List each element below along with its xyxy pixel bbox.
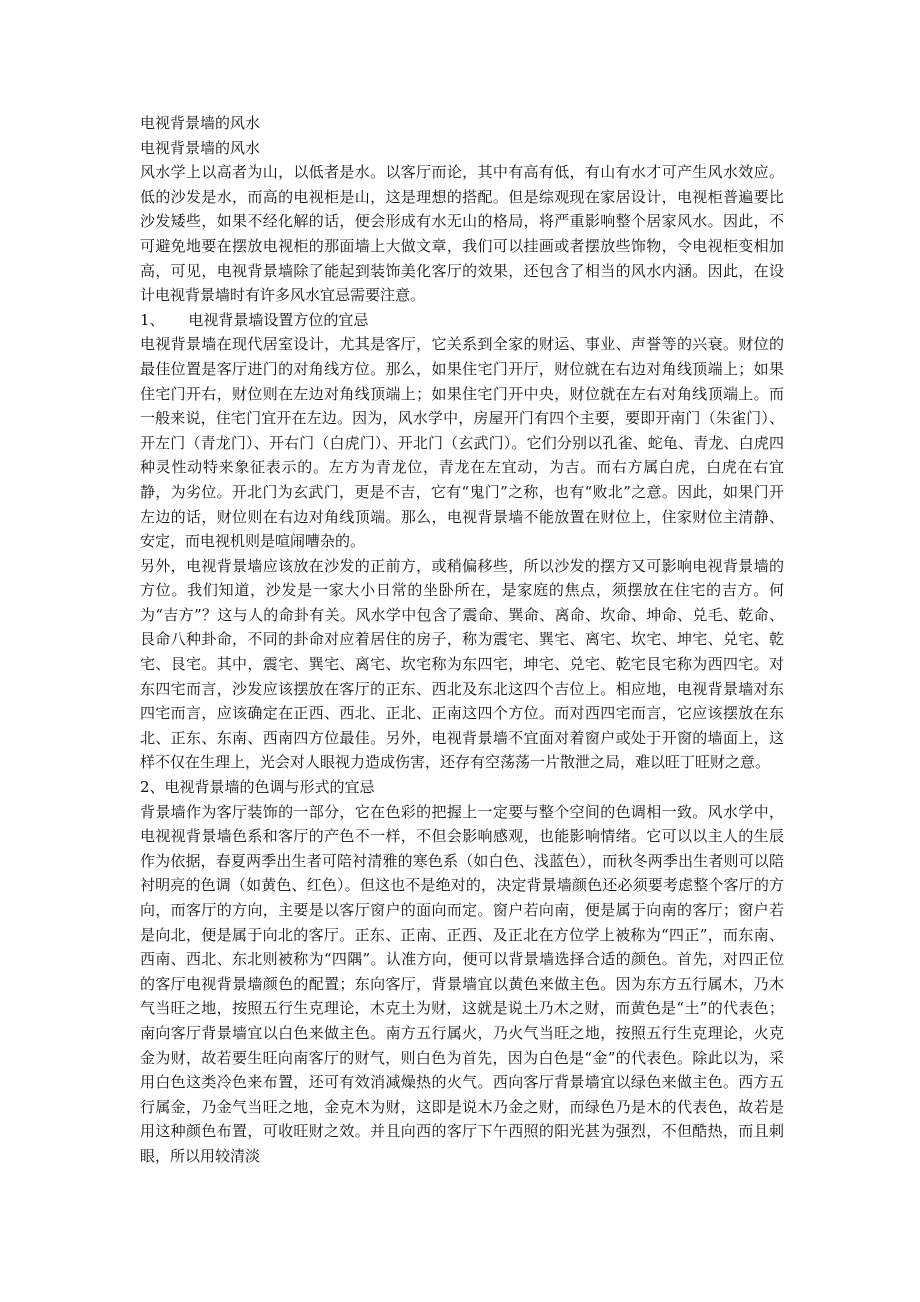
section-1-paragraph-1: 电视背景墙在现代居室设计，尤其是客厅，它关系到全家的财运、事业、声誉等的兴衰。财位的最佳位置是客厅进门的对角线方位。那么，如果住宅门开厅，财位就在右边对角线顶端上；如果住宅门开右，财位则在左边对角线顶端上；如果住宅门开中央，财位就在左右对角线顶端上。而一般来说，住宅门宜开在左边。因为，风水学中，房屋开门有四个主要，要即开南门（朱雀门）、开左门（青龙门）、开右门（白虎门）、开北门（玄武门）。它们分别以孔雀、蛇龟、青龙、白虎四种灵性动特来象征表示的。左方为青龙位，青龙在左宜动，为吉。而右方属白虎，白虎在右宜静，为劣位。开北门为玄武门，更是不吉，它有“鬼门”之称，也有“败北”之意。因此，如果门开左边的话，财位则在右边对角线顶端。那么，电视背景墙不能放置在财位上，住家财位主清静、安定，而电视机则是喧闹嘈杂的。 xyxy=(140,335,784,551)
intro-paragraph: 风水学上以高者为山，以低者是水。以客厅而论，其中有高有低，有山有水才可产生风水效应。低的沙发是水，而高的电视柜是山，这是理想的搭配。但是综观现在家居设计，电视柜普遍要比沙发矮些，如果不经化解的话，便会形成有水无山的格局，将严重影响整个居家风水。因此，不可避免地要在摆放电视柜的那面墙上大做文章，我们可以挂画或者摆放些饰物，令电视柜变相加高，可见，电视背景墙除了能起到装饰美化客厅的效果，还包含了相当的风水内涵。因此，在设计电视背景墙时有许多风水宜忌需要注意。 xyxy=(140,163,784,305)
section-1-paragraph-2: 另外，电视背景墙应该放在沙发的正前方，或稍偏移些，所以沙发的摆方又可影响电视背景墙的方位。我们知道，沙发是一家大小日常的坐卧所在，是家庭的焦点，须摆放在住宅的吉方。何为“吉方”？这与人的命卦有关。风水学中包含了震命、巽命、离命、坎命、坤命、兑毛、乾命、艮命八种卦命，不同的卦命对应着居住的房子，称为震宅、巽宅、离宅、坎宅、坤宅、兑宅、乾宅、艮宅。其中，震宅、巽宅、离宅、坎宅称为东四宅，坤宅、兑宅、乾宅艮宅称为西四宅。对东四宅而言，沙发应该摆放在客厅的正东、西北及东北这四个吉位上。相应地，电视背景墙对东四宅而言，应该确定在正西、西北、正北、正南这四个方位。而对西四宅而言，它应该摆放在东北、正东、东南、西南四方位最佳。另外，电视背景墙不宜面对着窗户或处于开窗的墙面上，这样不仅在生理上，光会对人眼视力造成伤害，还存有空荡荡一片散泄之局，难以旺丁旺财之意。 xyxy=(140,556,784,772)
section-2-heading: 2、电视背景墙的色调与形式的宜忌 xyxy=(140,778,375,797)
document-page xyxy=(140,111,784,1169)
doc-subtitle: 电视背景墙的风水 xyxy=(140,138,261,157)
section-2-paragraph-1: 背景墙作为客厅装饰的一部分，它在色彩的把握上一定要与整个空间的色调相一致。风水学中，电视视背景墙色系和客厅的产色不一样，不但会影响感观，也能影响情绪。它可以以主人的生辰作为依据，春夏两季出生者可陪衬清雅的寒色系（如白色、浅蓝色），而秋冬两季出生者则可以陪衬明亮的色调（如黄色、红色）。但这也不是绝对的，决定背景墙颜色还必须要考虑整个客厅的方向，而客厅的方向，主要是以客厅窗户的面向而定。窗户若向南，便是属于向南的客厅；窗户若是向北，便是属于向北的客厅。正东、正南、正西、及正北在方位学上被称为“四正”，而东南、西南、西北、东北则被称为“四隅”。认准方向，便可以背景墙选择合适的颜色。首先，对四正位的客厅电视背景墙颜色的配置；东向客厅，背景墙宜以黄色来做主色。因为东方五行属木，乃木气当旺之地，按照五行生克理论，木克土为财，这就是说土乃木之财，而黄色是“土”的代表色；南向客厅背景墙宜以白色来做主色。南方五行属火，乃火气当旺之地，按照五行生克理论，火克金为财，故若要生旺向南客厅的财气，则白色为首先，因为白色是“金”的代表色。除此以为，采用白色这类冷色来布置，还可有效消减燥热的火气。西向客厅背景墙宜以绿色来做主色。西方五行属金，乃金气当旺之地，金克木为财，这即是说木乃金之财，而绿色乃是木的代表色，故若是用这种颜色布置，可收旺财之效。并且向西的客厅下午西照的阳光甚为强烈，不但酷热，而且刺眼，所以用较清淡 xyxy=(140,802,784,1165)
section-1-heading: 1、 电视背景墙设置方位的宜忌 xyxy=(140,310,369,329)
doc-title: 电视背景墙的风水 xyxy=(140,114,261,132)
